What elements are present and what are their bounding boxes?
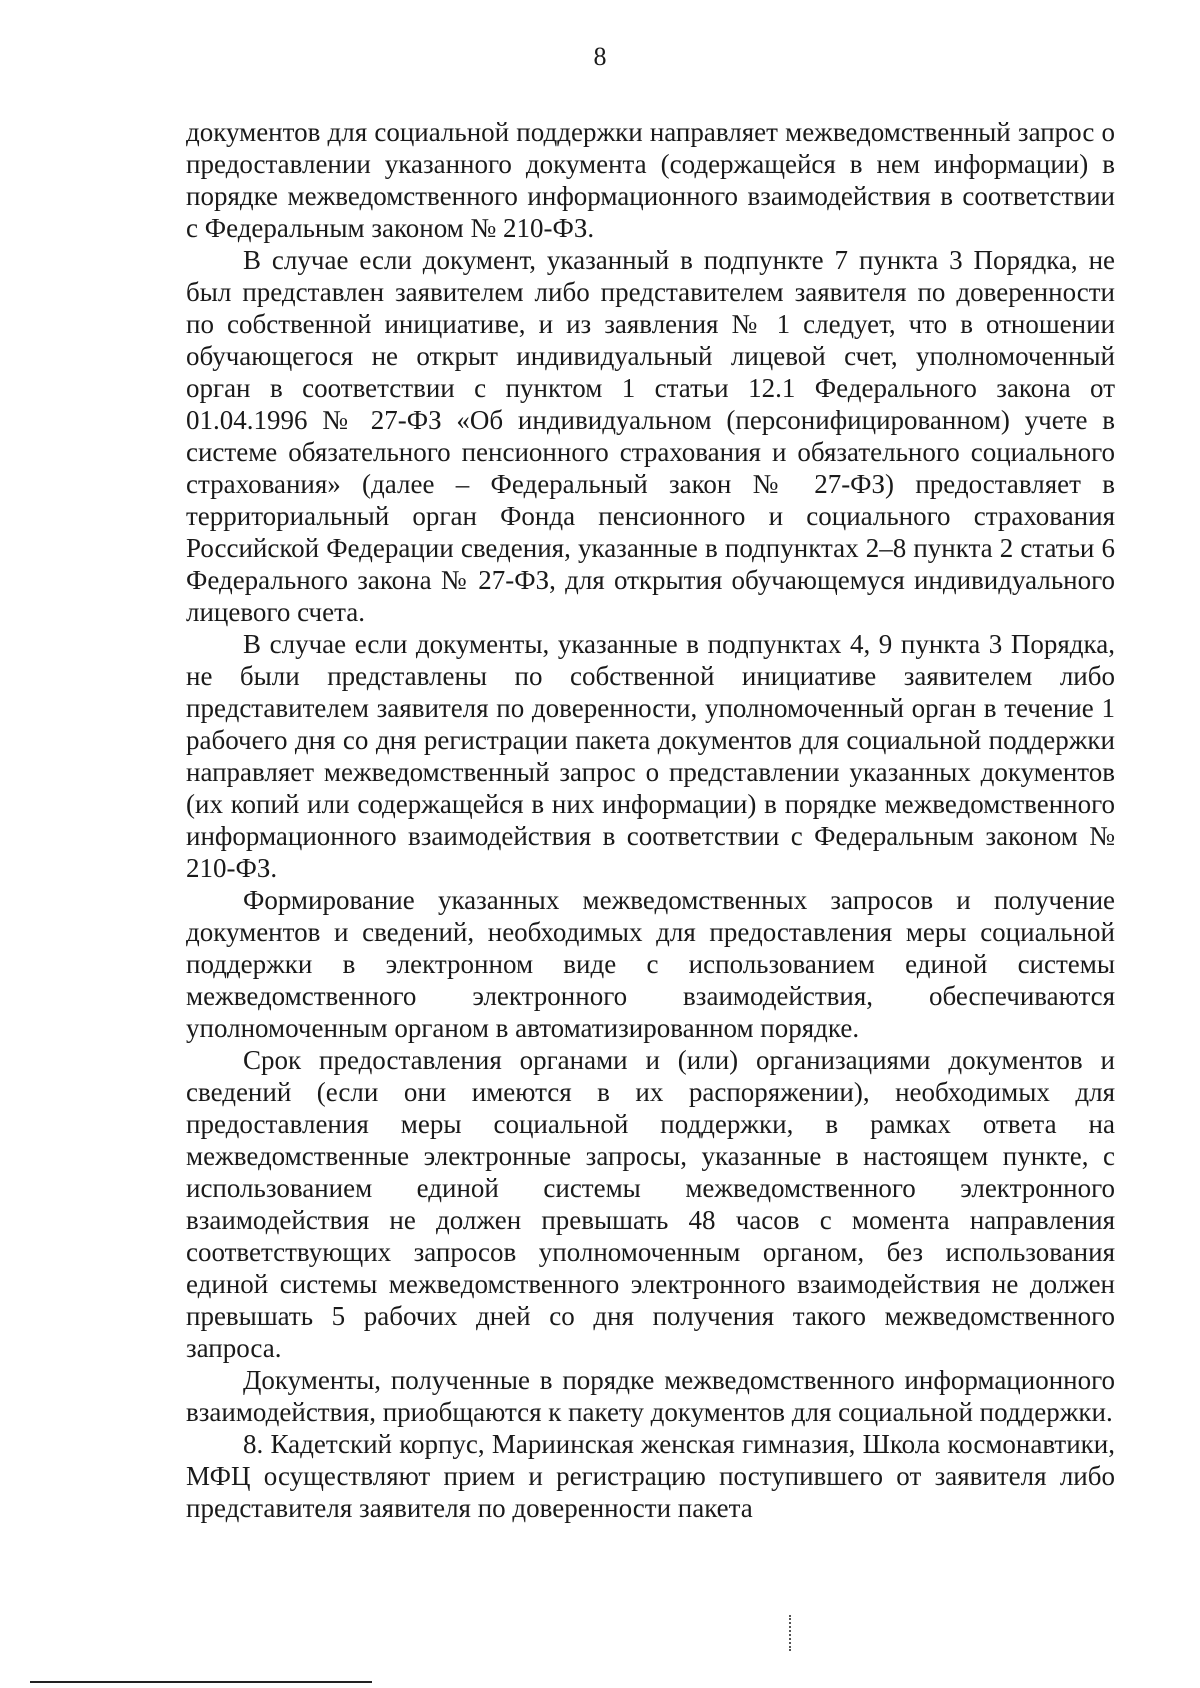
paragraph-3: В случае если документы, указанные в подпунктах 4, 9 пункта 3 Порядка, не были представлены по собственной инициативе заявителем либо представителем заявителя по доверенности, уполномоченный орган в течение 1 рабочего дня со дня регистрации пакета документов для социальной поддержки направляет межведомственный запрос о представлении указанных документов (их копий или содержащейся в них информации) в порядке межведомственного информационного взаимодействия в соответствии с Федеральным законом № 210-ФЗ. [186, 629, 1115, 883]
document-body [186, 116, 1115, 1524]
paragraph-6: Документы, полученные в порядке межведомственного информационного взаимодействия, приобщаются к пакету документов для социальной поддержки. [186, 1365, 1115, 1427]
page-number: 8 [593, 42, 607, 71]
scan-artifact-mark [789, 1615, 793, 1651]
paragraph-1: документов для социальной поддержки направляет межведомственный запрос о предоставлении указанного документа (содержащейся в нем информации) в порядке межведомственного информационного взаимодействия в соответствии с Федеральным законом № 210-ФЗ. [186, 117, 1115, 243]
footnote-rule [30, 1681, 372, 1683]
paragraph-2: В случае если документ, указанный в подпункте 7 пункта 3 Порядка, не был представлен заявителем либо представителем заявителя по доверенности по собственной инициативе, и из заявления № 1 следует, что в отношении обучающегося не открыт индивидуальный лицевой счет, уполномоченный орган в соответствии с пунктом 1 статьи 12.1 Федерального закона от 01.04.1996 № 27-ФЗ «Об индивидуальном (персонифицированном) учете в системе обязательного пенсионного страхования и обязательного социального страхования» (далее – Федеральный закон № 27-ФЗ) предоставляет в территориальный орган Фонда пенсионного и социального страхования Российской Федерации сведения, указанные в подпунктах 2–8 пункта 2 статьи 6 Федерального закона № 27-ФЗ, для открытия обучающемуся индивидуального лицевого счета. [186, 245, 1115, 627]
paragraph-5: Срок предоставления органами и (или) организациями документов и сведений (если они имеются в их распоряжении), необходимых для предоставления меры социальной поддержки, в рамках ответа на межведомственные электронные запросы, указанные в настоящем пункте, с использованием единой системы межведомственного электронного взаимодействия не должен превышать 48 часов с момента направления соответствующих запросов уполномоченным органом, без использования единой системы межведомственного электронного взаимодействия не должен превышать 5 рабочих дней со дня получения такого межведомственного запроса. [186, 1045, 1115, 1363]
paragraph-7: 8. Кадетский корпус, Мариинская женская гимназия, Школа космонавтики, МФЦ осуществляют прием и регистрацию поступившего от заявителя либо представителя заявителя по доверенности пакета [186, 1429, 1115, 1523]
paragraph-4: Формирование указанных межведомственных запросов и получение документов и сведений, необходимых для предоставления меры социальной поддержки в электронном виде с использованием единой системы межведомственного электронного взаимодействия, обеспечиваются уполномоченным органом в автоматизированном порядке. [186, 885, 1115, 1043]
